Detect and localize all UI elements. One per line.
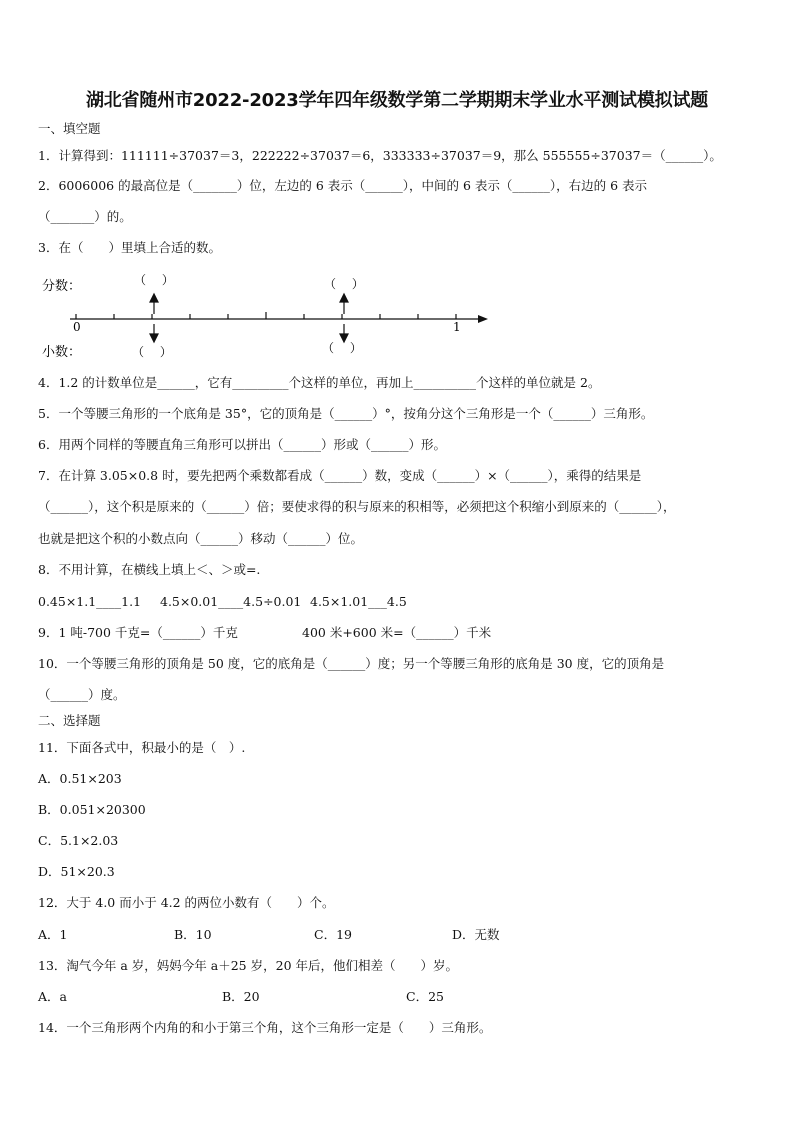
q13-options	[38, 989, 498, 1005]
question-5: 5．一个等腰三角形的一个底角是 35°，它的顶角是（______）°，按角分这个三角形是一个（______）三角形。	[38, 406, 654, 421]
axis-arrow-icon	[478, 315, 488, 323]
q12-option-d: D．无数	[452, 927, 500, 942]
question-7-line-2: （______），这个积是原来的（______）倍；要使求得的积与原来的积相等，必须把这个积缩小到原来的（______），	[38, 499, 676, 514]
q12-option-c: C．19	[314, 927, 352, 942]
question-13: 13．淘气今年 a 岁，妈妈今年 a＋25 岁，20 年后，他们相差（ ）岁。	[38, 958, 458, 973]
question-14: 14．一个三角形两个内角的和小于第三个角，这个三角形一定是（ ）三角形。	[38, 1020, 492, 1035]
section-fill-blank-heading: 一、填空题	[38, 121, 101, 136]
question-11: 11．下面各式中，积最小的是（ ）.	[38, 740, 246, 755]
q8-item-2: 4.5×0.01____4.5÷0.01	[160, 594, 302, 609]
decimal-label: 小数：	[42, 345, 82, 360]
q11-option-a: A．0.51×203	[38, 771, 122, 786]
q13-option-a: A．a	[38, 989, 67, 1004]
up-arrow-icon	[150, 294, 158, 302]
up-arrow-icon	[340, 294, 348, 302]
q9-item-1: 9．1 吨-700 千克=（______）千克	[38, 625, 238, 640]
question-8-items	[38, 594, 438, 610]
question-2-line-2: （_______）的。	[38, 209, 132, 224]
question-2-line-1: 2．6006006 的最高位是（_______）位，左边的 6 表示（______），中间的 6 表示（______），右边的 6 表示	[38, 178, 648, 193]
question-10-line-2: （______）度。	[38, 687, 126, 702]
question-6: 6．用两个同样的等腰直角三角形可以拼出（______）形或（______）形。	[38, 437, 446, 452]
number-line-figure	[38, 268, 498, 364]
q11-option-d: D．51×20.3	[38, 864, 115, 879]
q8-item-3: 4.5×1.01___4.5	[310, 594, 407, 609]
q12-option-a: A．1	[38, 927, 68, 942]
marker-first	[150, 294, 158, 342]
q13-option-c: C．25	[406, 989, 444, 1004]
question-7-line-1: 7．在计算 3.05×0.8 时，要先把两个乘数都看成（______）数，变成（______）×（______），乘得的结果是	[38, 468, 642, 483]
blank-fraction-1: （ ）	[134, 273, 174, 287]
question-10-line-1: 10．一个等腰三角形的顶角是 50 度，它的底角是（______）度；另一个等腰三角形的底角是 30 度，它的顶角是	[38, 656, 665, 671]
question-9	[38, 625, 538, 641]
question-8: 8．不用计算，在横线上填上＜、＞或=.	[38, 562, 261, 577]
blank-decimal-2: （ ）	[322, 341, 362, 355]
question-1: 1．计算得到：111111÷37037＝3，222222÷37037＝6，333333÷37037＝9，那么 555555÷37037＝（______）。	[38, 148, 722, 163]
down-arrow-icon	[150, 334, 158, 342]
q9-item-2: 400 米+600 米=（______）千米	[302, 625, 492, 640]
tick-label-0: 0	[73, 320, 81, 334]
q12-option-b: B．10	[174, 927, 212, 942]
blank-fraction-2: （ ）	[324, 277, 364, 291]
axis-ticks	[76, 312, 456, 319]
question-12: 12．大于 4.0 而小于 4.2 的两位小数有（ ）个。	[38, 895, 335, 910]
question-3: 3．在（ ）里填上合适的数。	[38, 240, 221, 255]
section-choice-heading: 二、选择题	[38, 713, 101, 728]
fraction-label: 分数：	[42, 279, 82, 294]
q11-option-b: B．0.051×20300	[38, 802, 146, 817]
q8-item-1: 0.45×1.1____1.1	[38, 594, 142, 609]
marker-second	[340, 294, 348, 342]
blank-decimal-1: （ ）	[132, 345, 172, 359]
page-title: 湖北省随州市2022-2023学年四年级数学第二学期期末学业水平测试模拟试题	[85, 90, 709, 111]
question-4: 4．1.2 的计数单位是______，它有_________个这样的单位，再加上__________个这样的单位就是 2。	[38, 375, 601, 390]
question-7-line-3: 也就是把这个积的小数点向（______）移动（______）位。	[38, 531, 364, 546]
q13-option-b: B．20	[222, 989, 260, 1004]
q12-options	[38, 927, 558, 943]
q11-option-c: C．5.1×2.03	[38, 833, 119, 848]
tick-label-1: 1	[453, 320, 461, 334]
